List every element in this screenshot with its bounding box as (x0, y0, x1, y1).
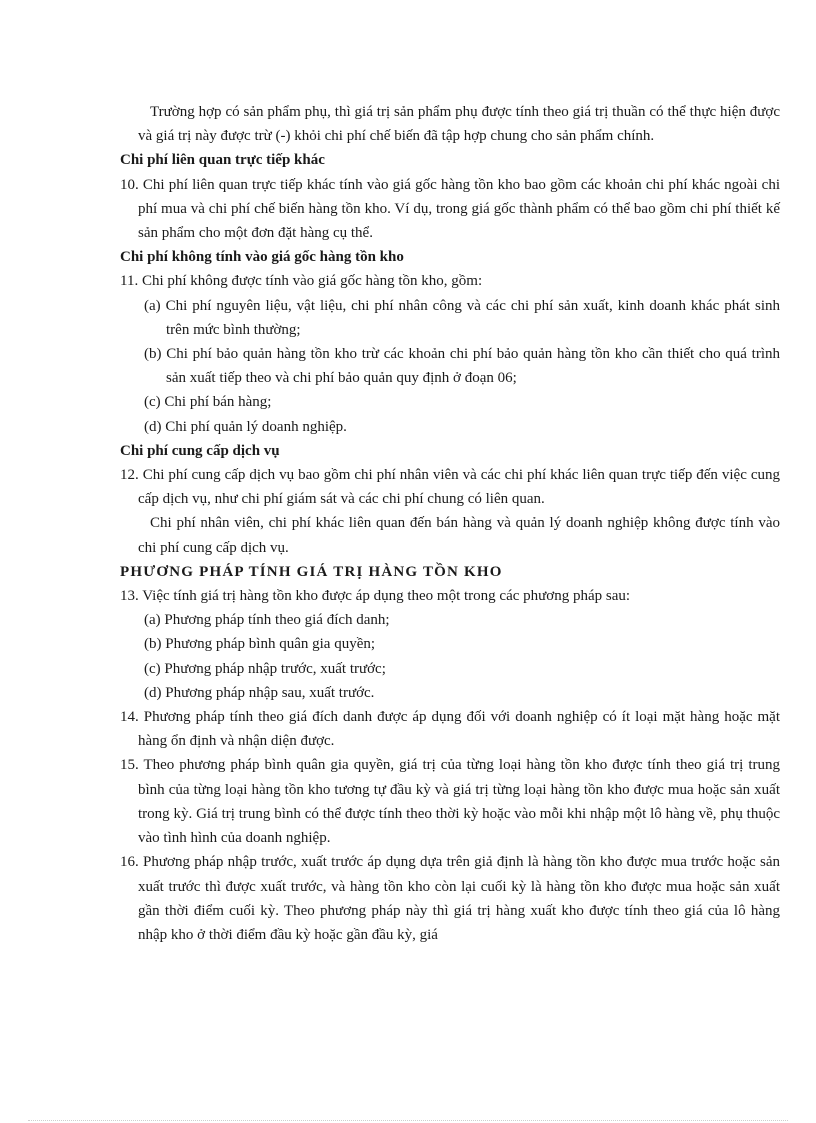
paragraph-11: 11. Chi phí không được tính vào giá gốc hàng tồn kho, gồm: (120, 273, 483, 290)
heading-service-costs: Chi phí cung cấp dịch vụ (120, 442, 280, 459)
list-item-13c: (c) Phương pháp nhập trước, xuất trước; (144, 660, 386, 677)
intro-paragraph: Trường hợp có sản phẩm phụ, thì giá trị sản phẩm phụ được tính theo giá trị thuần có thể thực hiện được và giá trị này được trừ (-) khỏi chi phí chế biến đã tập hợp chung cho sản phẩm chính. (138, 104, 780, 145)
list-item-11d: (d) Chi phí quản lý doanh nghiệp. (144, 418, 347, 435)
paragraph-15: 15. Theo phương pháp bình quân gia quyền, giá trị của từng loại hàng tồn kho được tính theo giá trị trung bình của từng loại hàng tồn kho tương tự đầu kỳ và giá trị từng loại hàng tồn kho được mua hoặc sản xuất trong kỳ. Giá trị trung bình có thể được tính theo thời kỳ hoặc vào mỗi khi nhập một lô hàng về, phụ thuộc vào tình hình của doanh nghiệp. (120, 757, 780, 847)
paragraph-10: 10. Chi phí liên quan trực tiếp khác tính vào giá gốc hàng tồn kho bao gồm các khoản chi phí khác ngoài chi phí mua và chi phí chế biến hàng tồn kho. Ví dụ, trong giá gốc thành phẩm có thể bao gồm chi phí thiết kế sản phẩm cho một đơn đặt hàng cụ thể. (120, 176, 780, 242)
list-item-11b: (b) Chi phí bảo quản hàng tồn kho trừ các khoản chi phí bảo quản hàng tồn kho cần thiết cho quá trình sản xuất tiếp theo và chi phí bảo quản quy định ở đoạn 06; (144, 346, 780, 387)
document-page (120, 100, 780, 947)
paragraph-13: 13. Việc tính giá trị hàng tồn kho được áp dụng theo một trong các phương pháp sau: (120, 588, 631, 605)
paragraph-16: 16. Phương pháp nhập trước, xuất trước áp dụng dựa trên giả định là hàng tồn kho được mua trước hoặc sản xuất trước thì được xuất trước, và hàng tồn kho còn lại cuối kỳ là hàng tồn kho được mua hoặc sản xuất gần thời điểm cuối kỳ. Theo phương pháp này thì giá trị hàng xuất kho được tính theo giá của lô hàng nhập kho ở thời điểm đầu kỳ hoặc gần đầu kỳ, giá (120, 854, 780, 943)
list-item-13b: (b) Phương pháp bình quân gia quyền; (144, 636, 376, 653)
list-item-13d: (d) Phương pháp nhập sau, xuất trước. (144, 684, 375, 701)
heading-other-direct-costs: Chi phí liên quan trực tiếp khác (120, 152, 325, 169)
section-title: PHƯƠNG PHÁP TÍNH GIÁ TRỊ HÀNG TỒN KHO (120, 563, 503, 580)
page-bottom-rule (28, 1120, 788, 1121)
paragraph-14: 14. Phương pháp tính theo giá đích danh được áp dụng đối với doanh nghiệp có ít loại mặt hàng hoặc mặt hàng ổn định và nhận diện được. (120, 709, 780, 750)
list-item-11c: (c) Chi phí bán hàng; (144, 394, 272, 411)
paragraph-12b: Chi phí nhân viên, chi phí khác liên quan đến bán hàng và quản lý doanh nghiệp không được tính vào chi phí cung cấp dịch vụ. (138, 515, 780, 556)
heading-excluded-costs: Chi phí không tính vào giá gốc hàng tồn kho (120, 249, 404, 266)
list-item-13a: (a) Phương pháp tính theo giá đích danh; (144, 612, 390, 629)
list-item-11a: (a) Chi phí nguyên liệu, vật liệu, chi phí nhân công và các chi phí sản xuất, kinh doanh khác phát sinh trên mức bình thường; (144, 297, 780, 338)
paragraph-12: 12. Chi phí cung cấp dịch vụ bao gồm chi phí nhân viên và các chi phí khác liên quan trực tiếp đến việc cung cấp dịch vụ, như chi phí giám sát và các chi phí chung có liên quan. (120, 467, 780, 508)
